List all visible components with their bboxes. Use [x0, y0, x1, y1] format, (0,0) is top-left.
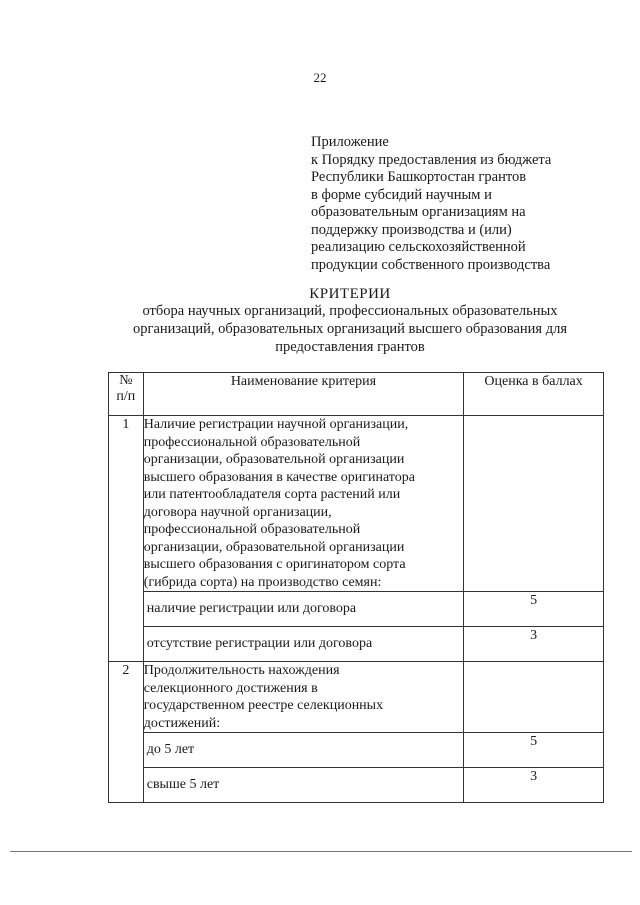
appendix-line: продукции собственного производства: [311, 256, 551, 273]
table-row: [109, 768, 604, 803]
header-num-symbol: №: [119, 373, 133, 388]
appendix-line: Приложение: [311, 134, 389, 150]
option-label: свыше 5 лет: [143, 768, 463, 803]
criterion-line: высшего образования с оригинатором сорта: [143, 557, 406, 572]
criterion-line: селекционного достижения в: [143, 680, 318, 696]
table-header-row: [109, 373, 604, 416]
criterion-line: организации, образовательной организации: [143, 452, 405, 467]
header-criterion: Наименование критерия: [143, 373, 463, 416]
criteria-title: КРИТЕРИИ: [309, 286, 391, 302]
criterion-line: договора научной организации,: [143, 504, 332, 520]
option-score: 3: [464, 768, 604, 803]
criterion-line: профессиональной образовательной: [143, 434, 361, 450]
table-row: [109, 662, 604, 733]
criterion-line: Наличие регистрации научной организации,: [143, 417, 409, 432]
table-row: [109, 416, 604, 592]
appendix-line: реализацию сельскохозяйственной: [311, 239, 526, 255]
page-bottom-rule: [10, 851, 632, 852]
appendix-line: к Порядку предоставления из бюджета: [311, 151, 552, 168]
option-label: наличие регистрации или договора: [143, 592, 463, 627]
header-num-abbr: п/п: [116, 389, 136, 404]
option-score: 3: [464, 627, 604, 662]
criteria-table: [108, 372, 604, 803]
criterion-line: достижений:: [143, 715, 221, 731]
table-row: [109, 592, 604, 627]
appendix-line: в форме субсидий научным и: [311, 186, 492, 203]
score-cell-empty: [464, 662, 604, 733]
option-label: до 5 лет: [143, 733, 463, 768]
criterion-line: или патентообладателя сорта растений или: [143, 487, 401, 502]
criterion-line: профессиональной образовательной: [143, 522, 361, 537]
appendix-note: [311, 134, 611, 274]
header-score: Оценка в баллах: [464, 373, 604, 416]
criterion-line: (гибрида сорта) на производство семян:: [143, 574, 382, 590]
criterion-line: государственном реестре селекционных: [143, 698, 384, 713]
subtitle-line: организаций, образовательных организаций высшего образования для: [133, 321, 567, 337]
table-row: [109, 733, 604, 768]
table-row: [109, 627, 604, 662]
option-score: 5: [464, 592, 604, 627]
criteria-subtitle: [60, 302, 640, 356]
score-cell-empty: [464, 416, 604, 592]
subtitle-line: отбора научных организаций, профессиональных образовательных: [142, 303, 558, 319]
appendix-line: Республики Башкортостан грантов: [311, 169, 527, 185]
row-number: 1: [109, 416, 144, 662]
header-num: [109, 373, 144, 416]
row-number: 2: [109, 662, 144, 803]
subtitle-line: предоставления грантов: [275, 339, 425, 355]
option-score: 5: [464, 733, 604, 768]
criterion-line: Продолжительность нахождения: [143, 663, 340, 678]
criterion-line: организации, образовательной организации: [143, 539, 405, 555]
appendix-line: образовательным организациям на: [311, 204, 526, 220]
page-number: 22: [313, 70, 327, 85]
criterion-text: [143, 416, 463, 592]
criterion-line: высшего образования в качестве оригинатора: [143, 469, 415, 485]
option-label: отсутствие регистрации или договора: [143, 627, 463, 662]
appendix-line: поддержку производства и (или): [311, 221, 512, 238]
criterion-text: [143, 662, 463, 733]
